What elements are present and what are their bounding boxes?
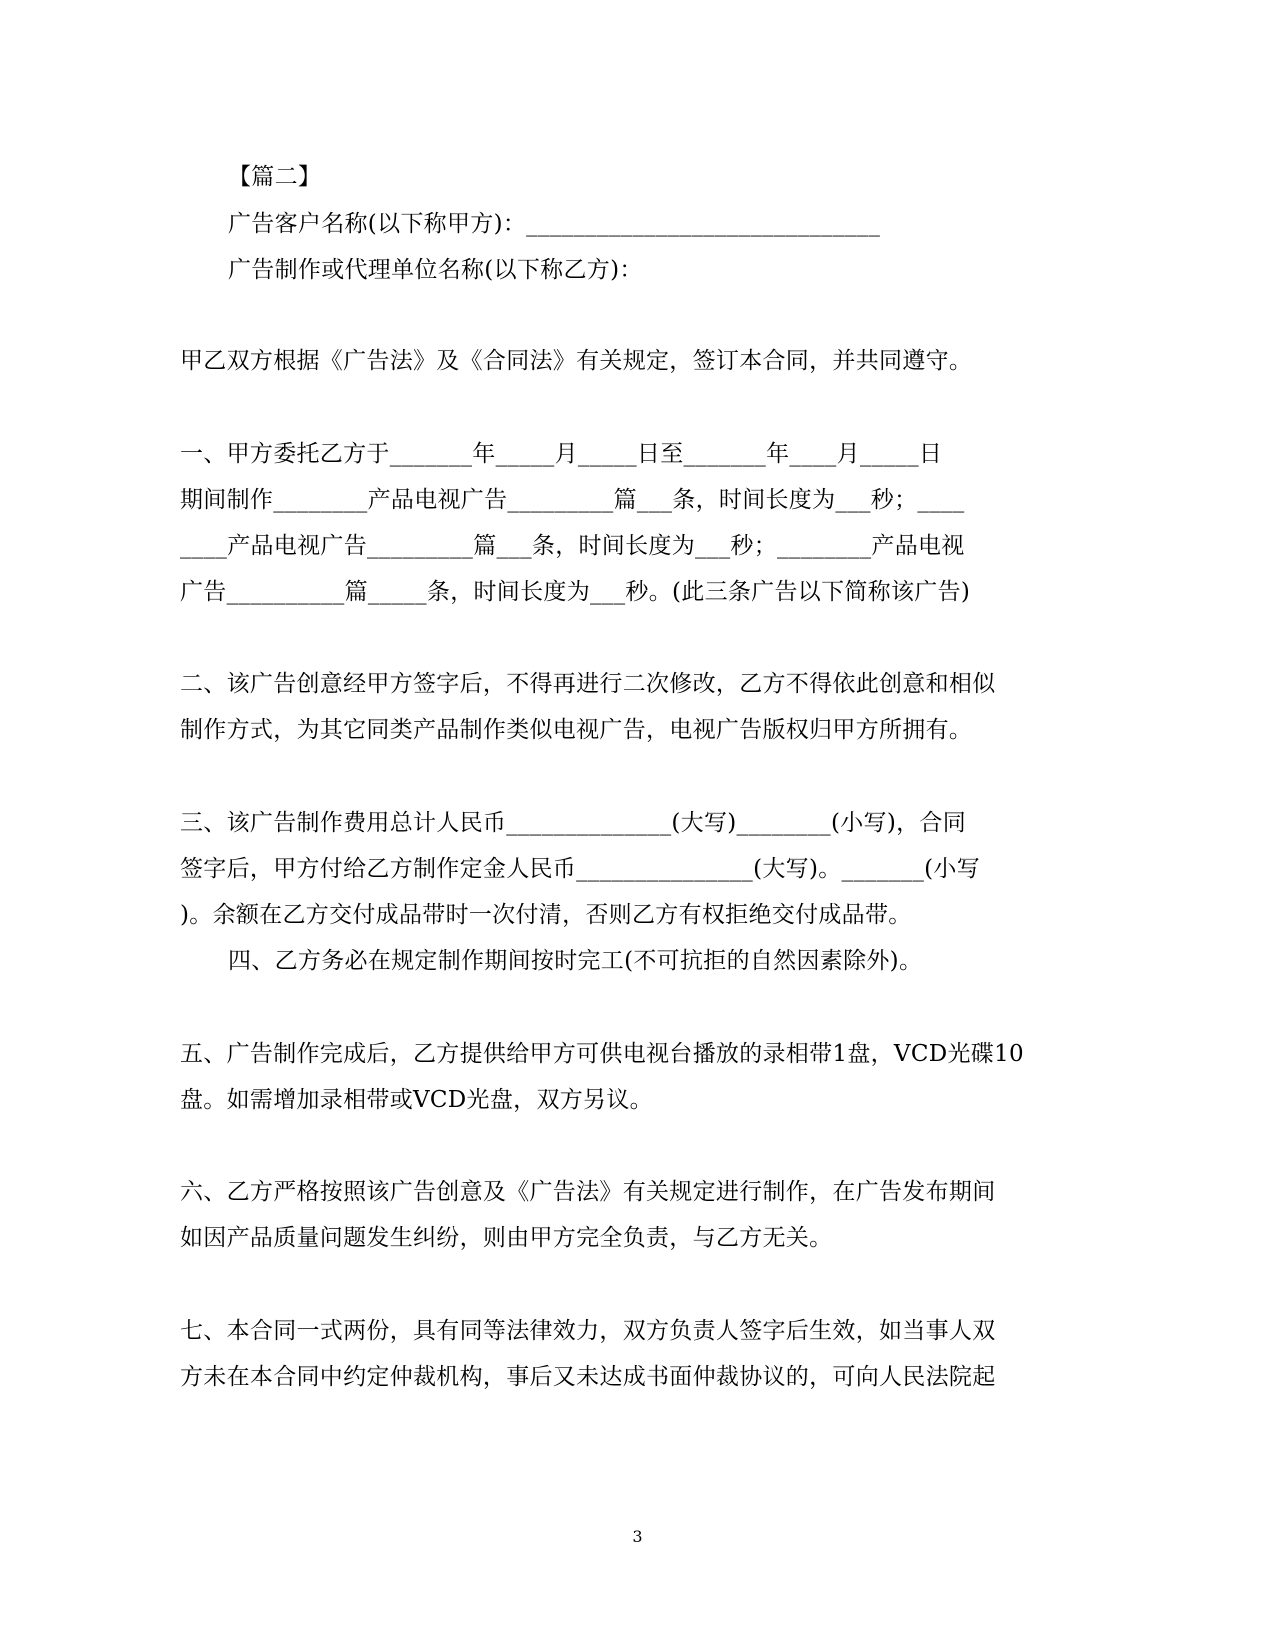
clause-1-line-2: 期间制作________产品电视广告_________篇___条，时间长度为___秒；____ <box>180 487 965 513</box>
clause-5-line-2: 盘。如需增加录相带或VCD光盘，双方另议。 <box>180 1087 653 1113</box>
clause-6-line-2: 如因产品质量问题发生纠纷，则由甲方完全负责，与乙方无关。 <box>180 1225 833 1251</box>
clause-2-line-2: 制作方式，为其它同类产品制作类似电视广告，电视广告版权归甲方所拥有。 <box>180 717 973 743</box>
party-b-line: 广告制作或代理单位名称(以下称乙方)： <box>228 257 643 283</box>
party-a-line: 广告客户名称(以下称甲方)：______________________________ <box>228 211 881 237</box>
page-number: 3 <box>632 1527 643 1546</box>
clause-2-line-1: 二、该广告创意经甲方签字后，不得再进行二次修改，乙方不得依此创意和相似 <box>180 671 996 697</box>
clause-5-line-1: 五、广告制作完成后，乙方提供给甲方可供电视台播放的录相带1盘，VCD光碟10 <box>180 1041 1024 1067</box>
clause-3-line-1: 三、该广告制作费用总计人民币______________(大写)________(小写)，合同 <box>180 810 966 836</box>
clause-1-line-1: 一、甲方委托乙方于_______年_____月_____日至_______年____月_____日 <box>180 441 943 467</box>
section-heading: 【篇二】 <box>228 164 322 190</box>
preamble-paragraph: 甲乙双方根据《广告法》及《合同法》有关规定，签订本合同，并共同遵守。 <box>180 348 973 374</box>
clause-4-paragraph: 四、乙方务必在规定制作期间按时完工(不可抗拒的自然因素除外)。 <box>228 948 923 974</box>
clause-7-line-2: 方未在本合同中约定仲裁机构，事后又未达成书面仲裁协议的，可向人民法院起 <box>180 1364 996 1390</box>
clause-7-line-1: 七、本合同一式两份，具有同等法律效力，双方负责人签字后生效，如当事人双 <box>180 1318 996 1344</box>
clause-3-line-2: 签字后，甲方付给乙方制作定金人民币_______________(大写)。_______(小写 <box>180 856 981 882</box>
clause-1-line-4: 广告__________篇_____条，时间长度为___秒。(此三条广告以下简称该广告) <box>180 579 971 605</box>
clause-3-line-3: )。余额在乙方交付成品带时一次付清，否则乙方有权拒绝交付成品带。 <box>180 902 912 928</box>
clause-1-line-3: ____产品电视广告_________篇___条，时间长度为___秒；________产品电视 <box>180 533 965 559</box>
clause-6-line-1: 六、乙方严格按照该广告创意及《广告法》有关规定进行制作，在广告发布期间 <box>180 1179 996 1205</box>
